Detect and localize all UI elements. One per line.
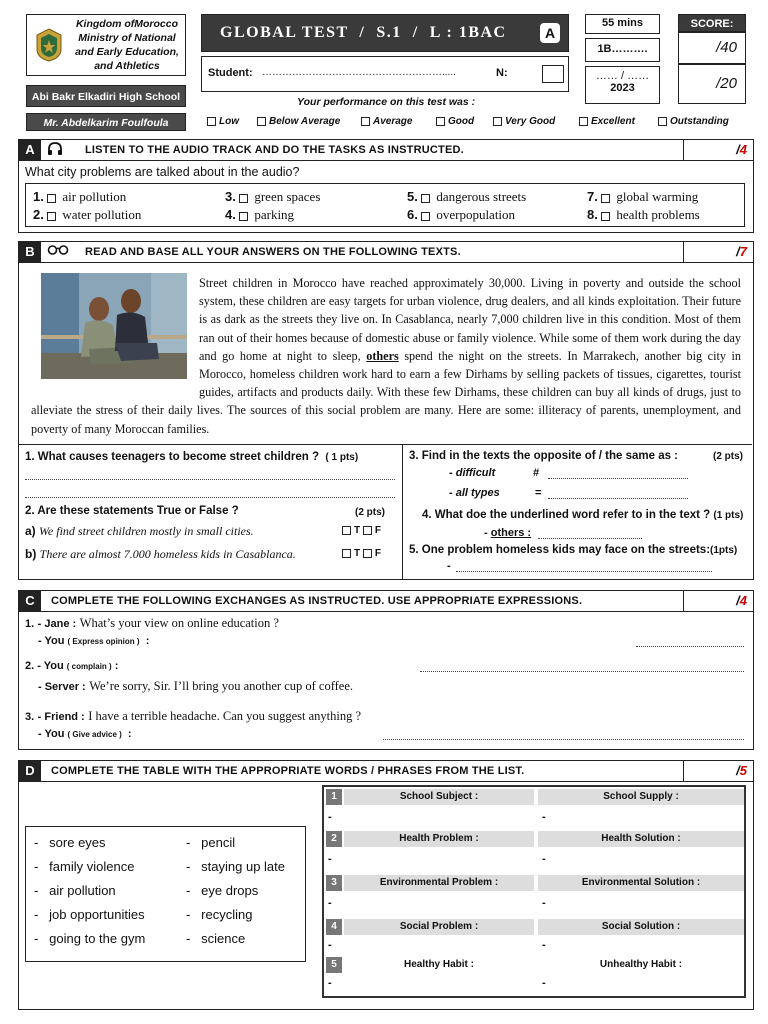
- answer-cell[interactable]: -: [542, 939, 546, 951]
- exchange-3-line: [25, 709, 361, 724]
- colon: :: [145, 635, 150, 647]
- perf-good[interactable]: [436, 116, 474, 127]
- perf-label: Below Average: [269, 116, 341, 127]
- q2-points: (2 pts): [355, 507, 385, 518]
- option-1[interactable]: 1. air pollution: [33, 189, 127, 204]
- answer-cell[interactable]: -: [328, 811, 332, 823]
- teacher-name: Mr. Abdelkarim Foulfoula: [26, 113, 186, 131]
- class-field[interactable]: 1B……….: [597, 43, 648, 55]
- section-c-header: [18, 590, 754, 612]
- category-label: Environmental Problem :: [344, 875, 534, 891]
- version-badge: A: [540, 23, 560, 43]
- underlined-word: others: [366, 348, 399, 363]
- q1: [25, 451, 358, 463]
- q2a: [25, 524, 254, 539]
- section-letter: D: [19, 761, 41, 781]
- word-list-box: [25, 826, 306, 962]
- divider-vertical: [402, 444, 403, 580]
- student-box: [201, 56, 569, 92]
- option-7[interactable]: 7. global warming: [587, 189, 699, 204]
- section-score: /4: [683, 591, 753, 611]
- date-field[interactable]: …… / ……: [595, 70, 650, 82]
- exchange-3-answer[interactable]: [383, 728, 744, 740]
- word-item: - sore eyes: [34, 835, 106, 850]
- q5-text: 5. One problem homeless kids may face on the streets:: [409, 544, 711, 556]
- section-score: /5: [683, 761, 753, 781]
- passage-part-2: spend the night on the streets. In Marrakech, another big city in Morocco, homeless children work hard to earn a few Dirhams by selling packets of tissues, cigarettes, tourist guides, artifacts and products daily. With these few Dirhams, these children can buy all kinds of drugs, just to alleviate the stress of their daily lives. The sources of this social problem are many. Here are some: illiteracy of parents, unemployment, and poverty of many Moroccan families.: [31, 348, 742, 436]
- q3-text: 3. Find in the texts the opposite of / the same as :: [409, 450, 679, 462]
- q5-answer[interactable]: [456, 560, 712, 572]
- answer-cell[interactable]: -: [542, 977, 546, 989]
- answer-cell[interactable]: -: [542, 811, 546, 823]
- performance-prompt: Your performance on this test was :: [297, 96, 476, 108]
- section-b-header: [18, 241, 754, 263]
- answer-cell[interactable]: -: [542, 853, 546, 865]
- divider-horizontal: [19, 444, 752, 445]
- row-number: 3: [326, 875, 342, 891]
- perf-label: Average: [373, 116, 413, 127]
- perf-label: Excellent: [591, 116, 635, 127]
- option-label: global warming: [616, 189, 699, 204]
- number-label: N:: [496, 67, 508, 79]
- q3-symbol-1: #: [533, 467, 540, 479]
- word-item: - staying up late: [186, 859, 286, 874]
- t-label: T: [354, 525, 361, 536]
- section-title: READ AND BASE ALL YOUR ANSWERS ON THE FOLLOWING TEXTS.: [85, 246, 461, 258]
- you-label: - You: [37, 660, 64, 672]
- q2b-label: b): [25, 547, 37, 561]
- colon: :: [127, 728, 132, 740]
- category-label: School Subject :: [344, 789, 534, 805]
- score-box-20: [678, 64, 746, 104]
- option-4[interactable]: 4. parking: [225, 207, 295, 222]
- q2b: [25, 547, 296, 562]
- checkbox-icon: [601, 194, 610, 203]
- q5-dash: -: [447, 560, 451, 572]
- word-item: - air pollution: [34, 883, 116, 898]
- you-label: - You: [38, 635, 65, 647]
- q2a-label: a): [25, 524, 36, 538]
- categories-table: [322, 785, 746, 998]
- q2: [25, 505, 239, 517]
- q1-answer-line-2[interactable]: [25, 486, 395, 498]
- f-label: F: [374, 548, 381, 559]
- student-name-field[interactable]: ……………………………………………….....: [262, 67, 456, 78]
- reading-passage: [31, 274, 741, 438]
- title-banner: [201, 14, 569, 52]
- checkbox-icon: [342, 549, 351, 558]
- exchange-2-answer[interactable]: [420, 660, 744, 672]
- hint: ( Give advice ): [67, 730, 122, 739]
- dash: -: [449, 487, 453, 499]
- section-score: /4: [683, 140, 753, 160]
- checkbox-icon: [342, 526, 351, 535]
- section-title: COMPLETE THE TABLE WITH THE APPROPRIATE WORDS / PHRASES FROM THE LIST.: [51, 765, 525, 777]
- section-title: LISTEN TO THE AUDIO TRACK AND DO THE TASKS AS INSTRUCTED.: [85, 144, 464, 156]
- word-item: - recycling: [186, 907, 253, 922]
- q3: [409, 450, 678, 462]
- answer-cell[interactable]: -: [328, 977, 332, 989]
- perf-label: Very Good: [505, 116, 556, 127]
- ministry-box: [26, 14, 186, 76]
- checkbox-icon: [257, 117, 266, 126]
- category-label: School Supply :: [538, 789, 744, 805]
- checkbox-icon: [493, 117, 502, 126]
- word-item: - pencil: [186, 835, 236, 850]
- q4-points: (1 pts): [713, 510, 744, 521]
- checkbox-icon: [47, 212, 56, 221]
- checkbox-icon: [207, 117, 216, 126]
- score-label: SCORE:: [678, 14, 746, 32]
- section-letter: A: [19, 140, 41, 160]
- perf-label: Good: [448, 116, 475, 127]
- q2-text: 2. Are these statements True or False ?: [25, 505, 239, 517]
- perf-average[interactable]: [361, 116, 412, 127]
- score-40: /40: [716, 39, 737, 56]
- test-title: GLOBAL TEST / S.1 / L : 1BAC: [220, 24, 507, 41]
- dash: -: [484, 527, 488, 539]
- date-box: [585, 66, 660, 104]
- q3-symbol-2: =: [535, 487, 542, 499]
- exchange-number: 2.: [25, 660, 35, 672]
- exchange-3-you: [38, 728, 132, 740]
- hint: ( Express opinion ): [67, 637, 140, 646]
- section-title: COMPLETE THE FOLLOWING EXCHANGES AS INSTRUCTED. USE APPROPRIATE EXPRESSIONS.: [51, 595, 583, 607]
- hint: ( complain ): [66, 662, 112, 671]
- category-label: Social Solution :: [538, 919, 744, 935]
- q4: [422, 509, 743, 521]
- section-letter: B: [19, 242, 41, 262]
- ministry-line-4: and Athletics: [94, 60, 160, 72]
- category-label: Social Problem :: [344, 919, 534, 935]
- category-label: Health Problem :: [344, 831, 534, 847]
- section-a-question: What city problems are talked about in the audio?: [25, 165, 300, 179]
- q5-points: (1pts): [710, 545, 738, 556]
- headphones-icon: [47, 142, 63, 159]
- q2a-true-false[interactable]: [342, 525, 381, 536]
- row-number: 2: [326, 831, 342, 847]
- perf-label: Outstanding: [670, 116, 729, 127]
- q5: [409, 544, 737, 556]
- exchange-2-you: [25, 660, 118, 672]
- speaker: - Friend :: [37, 711, 85, 723]
- word-item: - going to the gym: [34, 931, 146, 946]
- option-label: water pollution: [62, 207, 142, 222]
- word-item: - job opportunities: [34, 907, 145, 922]
- f-label: F: [374, 525, 381, 536]
- category-label: Healthy Habit :: [344, 957, 534, 973]
- option-label: green spaces: [254, 189, 321, 204]
- category-label: Environmental Solution :: [538, 875, 744, 891]
- q3-answer-2[interactable]: [548, 487, 688, 499]
- option-label: health problems: [616, 207, 700, 222]
- row-number: 4: [326, 919, 342, 935]
- option-label: overpopulation: [436, 207, 516, 222]
- exchange-number: 3.: [25, 711, 35, 723]
- checkbox-icon: [361, 117, 370, 126]
- checkbox-icon: [363, 549, 372, 558]
- dash: -: [449, 467, 453, 479]
- ministry-line-3: and Early Education,: [75, 46, 179, 58]
- q4-word: others :: [490, 527, 532, 539]
- checkbox-icon: [421, 212, 430, 221]
- section-a-header: [18, 139, 754, 161]
- word-item: - family violence: [34, 859, 135, 874]
- checkbox-icon: [579, 117, 588, 126]
- exchange-1-you: [38, 635, 149, 647]
- q3-word-2: all types: [455, 487, 500, 499]
- q2b-true-false[interactable]: [342, 548, 381, 559]
- exchange-2-line: [38, 679, 353, 694]
- q2a-text: We find street children mostly in small cities.: [39, 524, 254, 538]
- perf-low[interactable]: [207, 116, 239, 127]
- ministry-line-1: Kingdom ofMorocco: [75, 18, 179, 30]
- q1-points: ( 1 pts): [325, 452, 359, 463]
- q4-text: 4. What doe the underlined word refer to in the text ?: [422, 509, 711, 521]
- perf-below-average[interactable]: [257, 116, 340, 127]
- word-item: - eye drops: [186, 883, 259, 898]
- score-20: /20: [716, 75, 737, 92]
- checkbox-icon: [658, 117, 667, 126]
- checkbox-icon: [436, 117, 445, 126]
- q3-word-1: difficult: [455, 467, 496, 479]
- speaker-line: What’s your view on online education ?: [79, 616, 279, 630]
- glasses-icon: [47, 244, 69, 259]
- option-8[interactable]: 8. health problems: [587, 207, 700, 222]
- category-label: Health Solution :: [538, 831, 744, 847]
- option-6[interactable]: 6. overpopulation: [407, 207, 516, 222]
- q4-answer[interactable]: [538, 527, 642, 539]
- passage-part-1: Street children in Morocco have reached approximately 30,000. Living in poverty and outside the school system, these children are easy targets for urban violence, drug dealers, and all kinds exploitation. Their future is as dark as the streets they live on. In Casablanca, nearly 7,000 children live in this condition. Most of them ran out of their homes because of domestic abuse or family violence. While some of them work during the day and go home at night to sleep,: [199, 276, 741, 363]
- checkbox-icon: [601, 212, 610, 221]
- category-label: Unhealthy Habit :: [538, 957, 744, 973]
- answer-cell[interactable]: -: [542, 897, 546, 909]
- q2b-text: There are almost 7.000 homeless kids in Casablanca.: [39, 547, 296, 561]
- speaker-line: We’re sorry, Sir. I’ll bring you another cup of coffee.: [89, 679, 354, 693]
- option-label: dangerous streets: [436, 189, 527, 204]
- q3-points: (2 pts): [713, 451, 743, 462]
- answer-cell[interactable]: -: [328, 897, 332, 909]
- speaker: - Jane :: [37, 618, 77, 630]
- q1-answer-line-1[interactable]: [25, 468, 395, 480]
- t-label: T: [354, 548, 361, 559]
- number-field[interactable]: [542, 65, 564, 83]
- speaker: - Server :: [38, 681, 86, 693]
- option-2[interactable]: 2. water pollution: [33, 207, 142, 222]
- you-label: - You: [38, 728, 65, 740]
- year: 2023: [610, 82, 635, 94]
- q4-line: [484, 527, 531, 539]
- checkbox-icon: [421, 194, 430, 203]
- morocco-emblem: [33, 27, 65, 63]
- class-box: [585, 38, 660, 62]
- speaker-line: I have a terrible headache. Can you suggest anything ?: [88, 709, 362, 723]
- exchange-1-line: [25, 616, 279, 631]
- score-box-40: [678, 32, 746, 64]
- checkbox-icon: [47, 194, 56, 203]
- section-letter: C: [19, 591, 41, 611]
- ministry-line-2: Ministry of National: [78, 32, 176, 44]
- word-item: - science: [186, 931, 246, 946]
- answer-cell[interactable]: -: [328, 939, 332, 951]
- answer-cell[interactable]: -: [328, 853, 332, 865]
- duration-box: 55 mins: [585, 14, 660, 34]
- q3-item-2: [449, 487, 500, 499]
- checkbox-icon: [363, 526, 372, 535]
- perf-label: Low: [219, 116, 239, 127]
- option-3[interactable]: 3. green spaces: [225, 189, 321, 204]
- section-d-header: [18, 760, 754, 782]
- exchange-1-answer[interactable]: [636, 635, 744, 647]
- colon: :: [114, 660, 119, 672]
- q3-answer-1[interactable]: [548, 467, 688, 479]
- checkbox-icon: [239, 194, 248, 203]
- section-score: /7: [683, 242, 753, 262]
- perf-very-good[interactable]: [493, 116, 555, 127]
- perf-excellent[interactable]: [579, 116, 635, 127]
- exchange-number: 1.: [25, 618, 35, 630]
- perf-outstanding[interactable]: [658, 116, 729, 127]
- student-label: Student:: [208, 67, 253, 79]
- row-number: 1: [326, 789, 342, 805]
- option-label: parking: [254, 207, 295, 222]
- checkbox-icon: [239, 212, 248, 221]
- q3-item-1: [449, 467, 495, 479]
- row-number: 5: [326, 957, 342, 973]
- option-label: air pollution: [62, 189, 127, 204]
- school-name: Abi Bakr Elkadiri High School: [26, 85, 186, 107]
- q1-text: 1. What causes teenagers to become street children ?: [25, 451, 319, 463]
- option-5[interactable]: 5. dangerous streets: [407, 189, 527, 204]
